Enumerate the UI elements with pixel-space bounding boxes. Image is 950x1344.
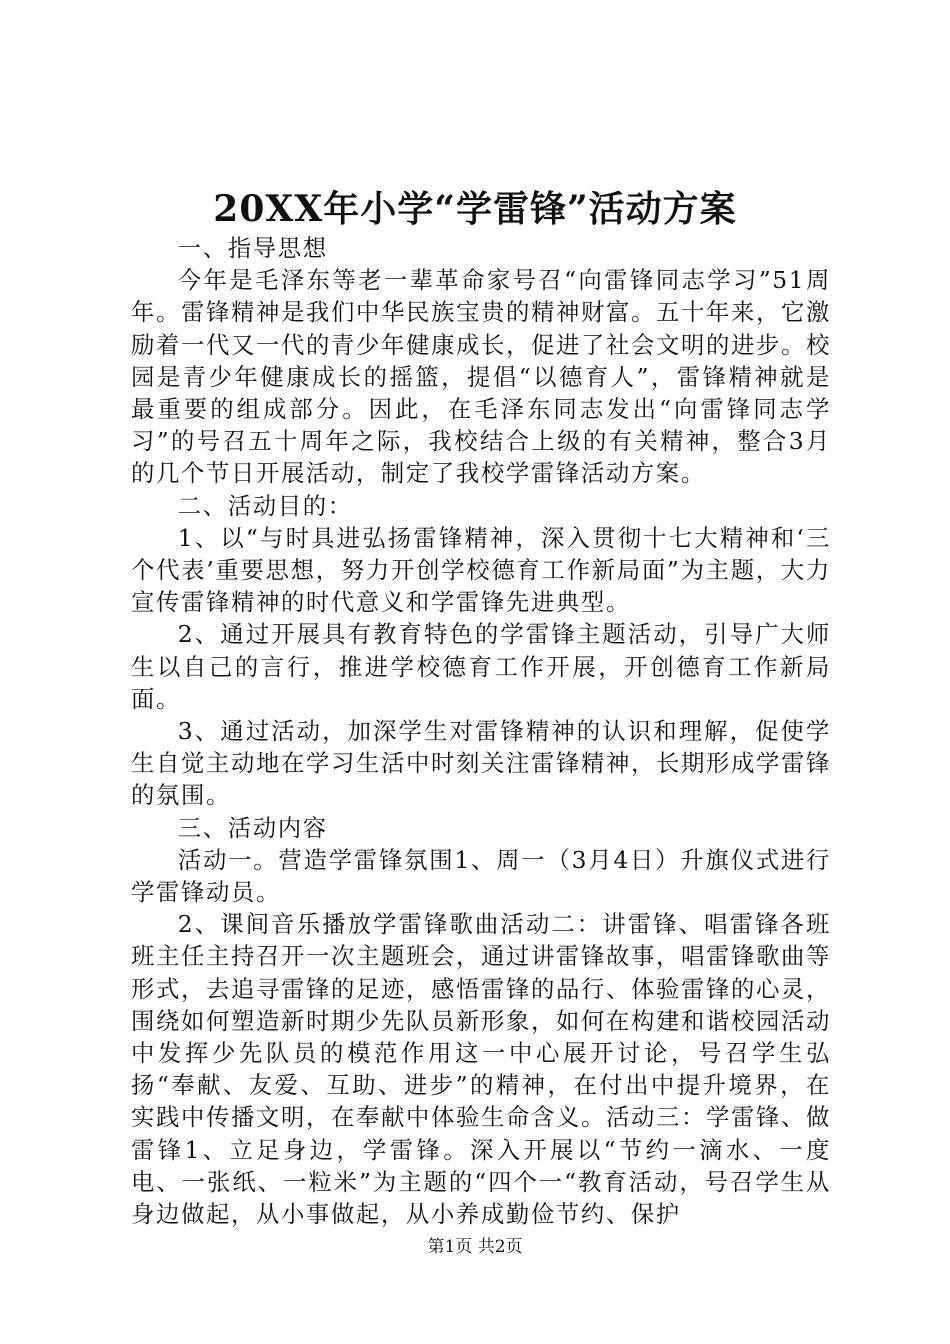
page-number-footer: 第1页 共2页 (427, 1237, 523, 1257)
paragraph: 1、以“与时具进弘扬雷锋精神，深入贯彻十七大精神和‘三个代表’重要思想，努力开创学校德育工作新局面”为主题，大力宣传雷锋精神的时代意义和学雷锋先进典型。 (131, 523, 831, 617)
paragraph: 今年是毛泽东等老一辈革命家号召“向雷锋同志学习”51周年。雷锋精神是我们中华民族宝贵的精神财富。五十年来，它激励着一代又一代的青少年健康成长，促进了社会文明的进步。校园是青少年健康成长的摇篮，提倡“以德育人”，雷锋精神就是最重要的组成部分。因此，在毛泽东同志发出“向雷锋同志学习”的号召五十周年之际，我校结合上级的有关精神，整合3月的几个节日开展活动，制定了我校学雷锋活动方案。 (131, 266, 831, 488)
paragraph: 活动一。营造学雷锋氛围1、周一（3月4日）升旗仪式进行学雷锋动员。 (131, 845, 831, 907)
document-title: 20XX年小学“学雷锋”活动方案 (213, 188, 737, 230)
paragraph: 2、课间音乐播放学雷锋歌曲活动二：讲雷锋、唱雷锋各班班主任主持召开一次主题班会，通过讲雷锋故事，唱雷锋歌曲等形式，去追寻雷锋的足迹，感悟雷锋的品行、体验雷锋的心灵，围绕如何塑造新时期少先队员新形象，如何在构建和谐校园活动中发挥少先队员的模范作用这一中心展开讨论，号召学生弘扬“奉献、友爱、互助、进步”的精神，在付出中提升境界，在实践中传播文明，在奉献中体验生命含义。活动三：学雷锋、做雷锋1、立足身边，学雷锋。深入开展以“节约一滴水、一度电、一张纸、一粒米”为主题的“四个一“教育活动，号召学生从身边做起，从小事做起，从小养成勤俭节约、保护 (131, 910, 831, 1229)
paragraph: 3、通过活动，加深学生对雷锋精神的认识和理解，促使学生自觉主动地在学习生活中时刻关注雷锋精神，长期形成学雷锋的氛围。 (131, 717, 831, 810)
section-heading: 三、活动内容 (177, 813, 328, 842)
document-body (131, 232, 831, 1230)
paragraph: 2、通过开展具有教育特色的学雷锋主题活动，引导广大师生以自己的言行，推进学校德育工作开展，开创德育工作新局面。 (131, 620, 831, 713)
section-heading: 一、指导思想 (177, 234, 328, 262)
section-heading: 二、活动目的： (177, 491, 353, 520)
